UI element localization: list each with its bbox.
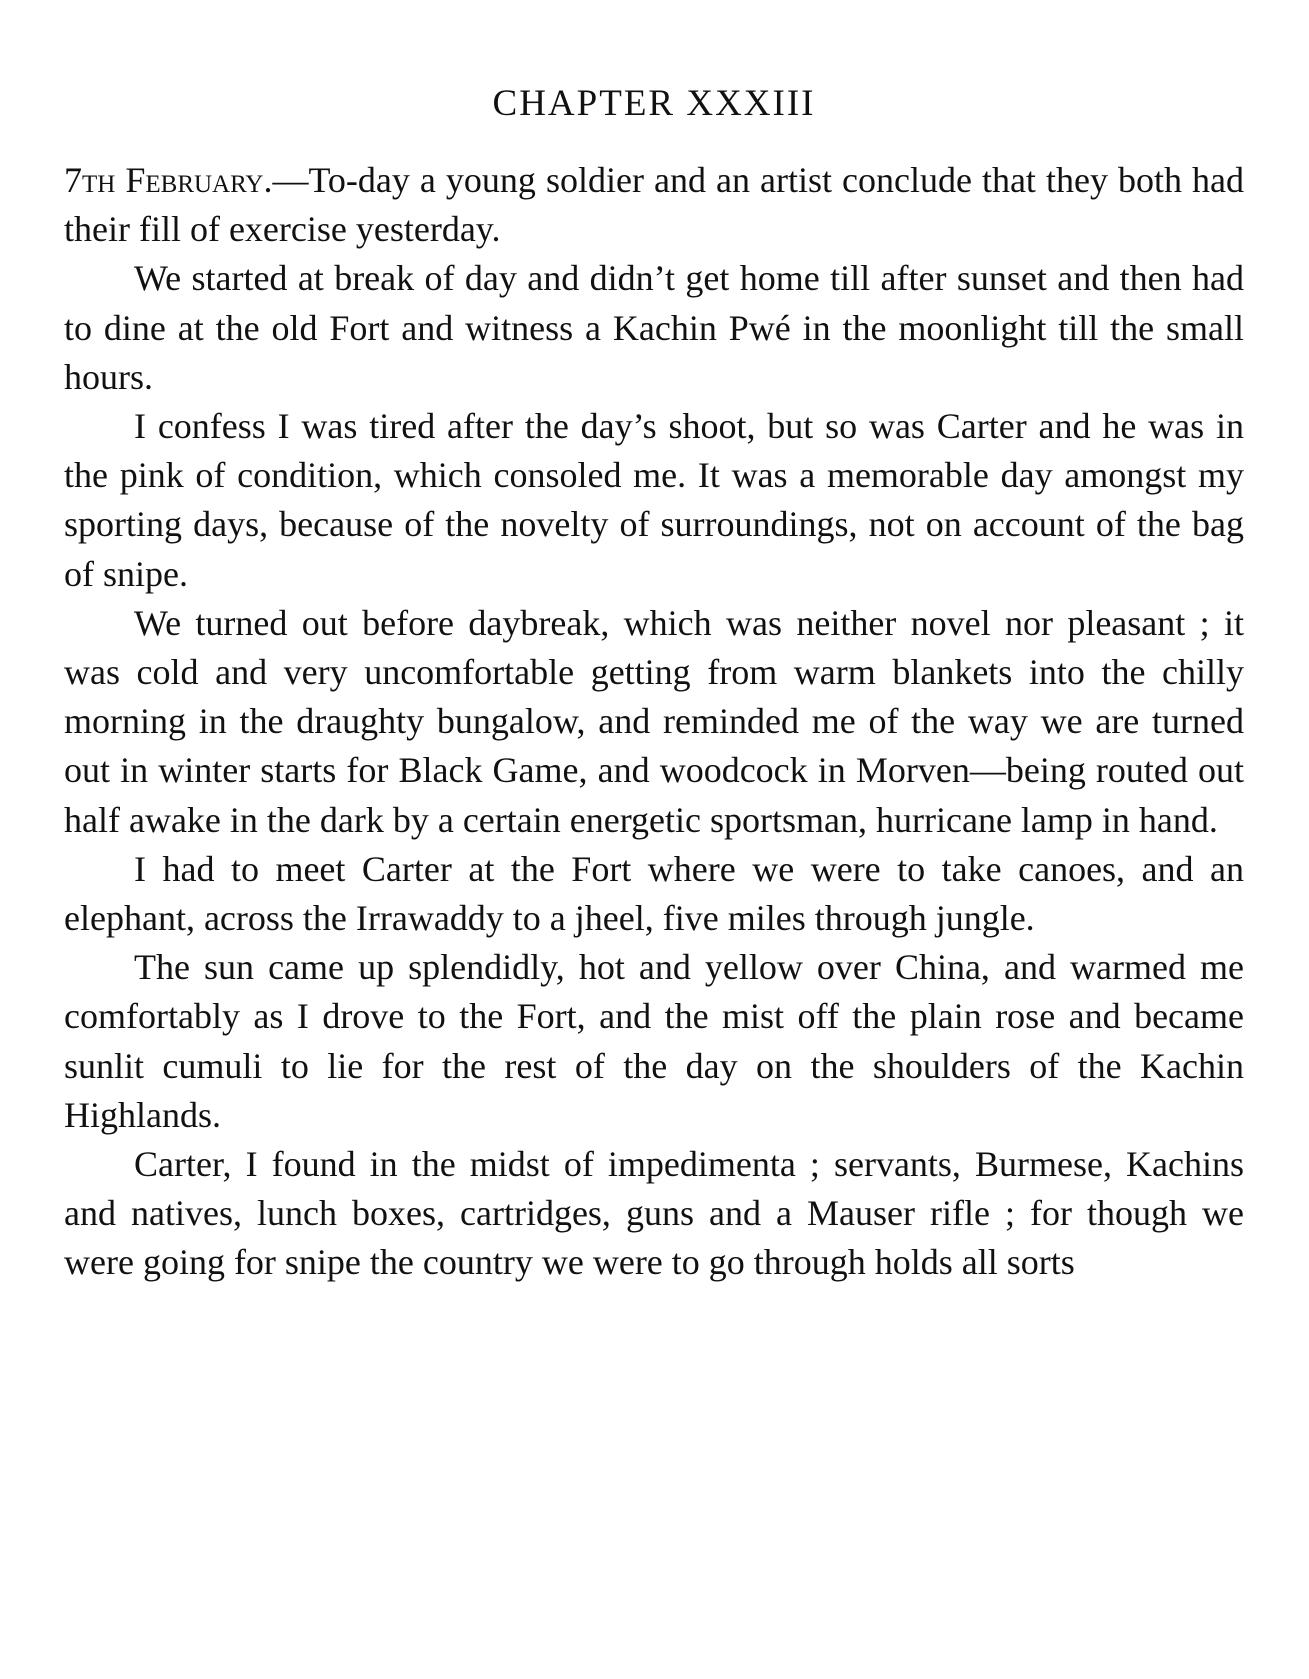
paragraph-2: We started at break of day and didn’t get home till after sunset and then had to dine at the old Fort and witness a Kachin Pwé in the moonlight till the small hours. <box>64 258 1244 397</box>
chapter-title: CHAPTER XXXIII <box>492 83 816 124</box>
paragraph-6: The sun came up splendidly, hot and yellow over China, and warmed me comfortably as I drove to the Fort, and the mist off the plain rose and became sunlit cumuli to lie for the rest of the day on the shoulders of the Kachin Highlands. <box>64 947 1244 1135</box>
paragraph-1-text: —To-day a young soldier and an artist conclude that they both had their fill of exercise yesterday. <box>64 160 1244 250</box>
book-page <box>64 70 1244 1288</box>
paragraph-1 <box>64 156 1244 254</box>
paragraph-3: I confess I was tired after the day’s shoot, but so was Carter and he was in the pink of condition, which consoled me. It was a memorable day amongst my sporting days, because of the novelty of surroundings, not on account of the bag of snipe. <box>64 406 1244 594</box>
entry-date: 7th February. <box>64 160 273 200</box>
paragraph-7: Carter, I found in the midst of impedimenta ; servants, Burmese, Kachins and natives, lunch boxes, cartridges, guns and a Mauser rifle ; for though we were going for snipe the country we were to go through holds all sorts <box>64 1144 1244 1283</box>
paragraph-5: I had to meet Carter at the Fort where we were to take canoes, and an elephant, across the Irrawaddy to a jheel, five miles through jungle. <box>64 848 1244 939</box>
paragraph-4: We turned out before daybreak, which was neither novel nor pleasant ; it was cold and very uncomfortable getting from warm blankets into the chilly morning in the draughty bungalow, and reminded me of the way we are turned out in winter starts for Black Game, and woodcock in Morven—being routed out half awake in the dark by a certain energetic sportsman, hurricane lamp in hand. <box>64 602 1244 840</box>
